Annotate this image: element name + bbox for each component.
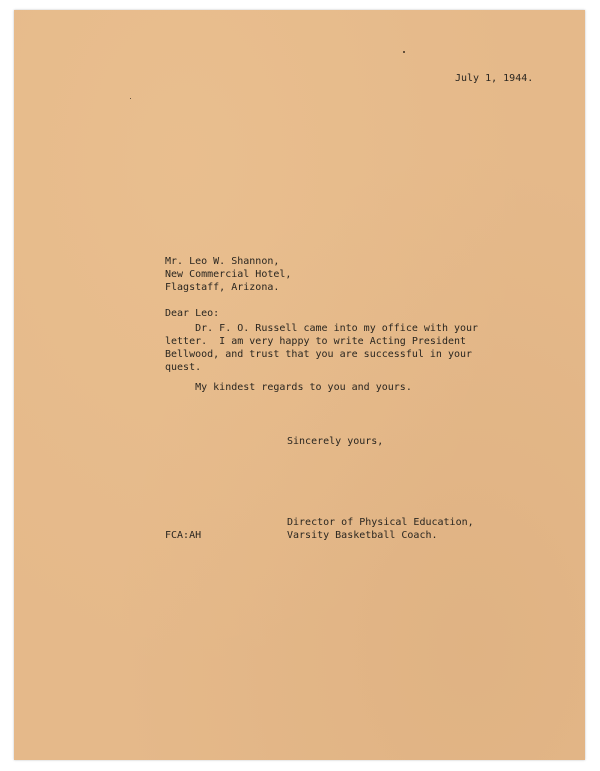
body-paragraph-2: My kindest regards to you and yours.	[165, 382, 412, 393]
signature-line: Director of Physical Education,	[287, 517, 474, 528]
reference-initials: FCA:AH	[165, 530, 202, 541]
recipient-line: Mr. Leo W. Shannon,	[165, 256, 280, 267]
recipient-line: New Commercial Hotel,	[165, 269, 292, 280]
body-line: Dr. F. O. Russell came into my office with your	[165, 323, 479, 334]
body-line: letter. I am very happy to write Acting President	[165, 336, 467, 347]
signature-line: Varsity Basketball Coach.	[287, 530, 438, 541]
salutation: Dear Leo:	[165, 308, 220, 319]
recipient-line: Flagstaff, Arizona.	[165, 282, 280, 293]
closing: Sincerely yours,	[287, 436, 384, 447]
ink-speck	[130, 98, 131, 99]
body-line: quest.	[165, 362, 202, 373]
letter-date: July 1, 1944.	[455, 73, 534, 84]
body-line: Bellwood, and trust that you are successful in your	[165, 349, 473, 360]
ink-speck	[403, 51, 405, 53]
